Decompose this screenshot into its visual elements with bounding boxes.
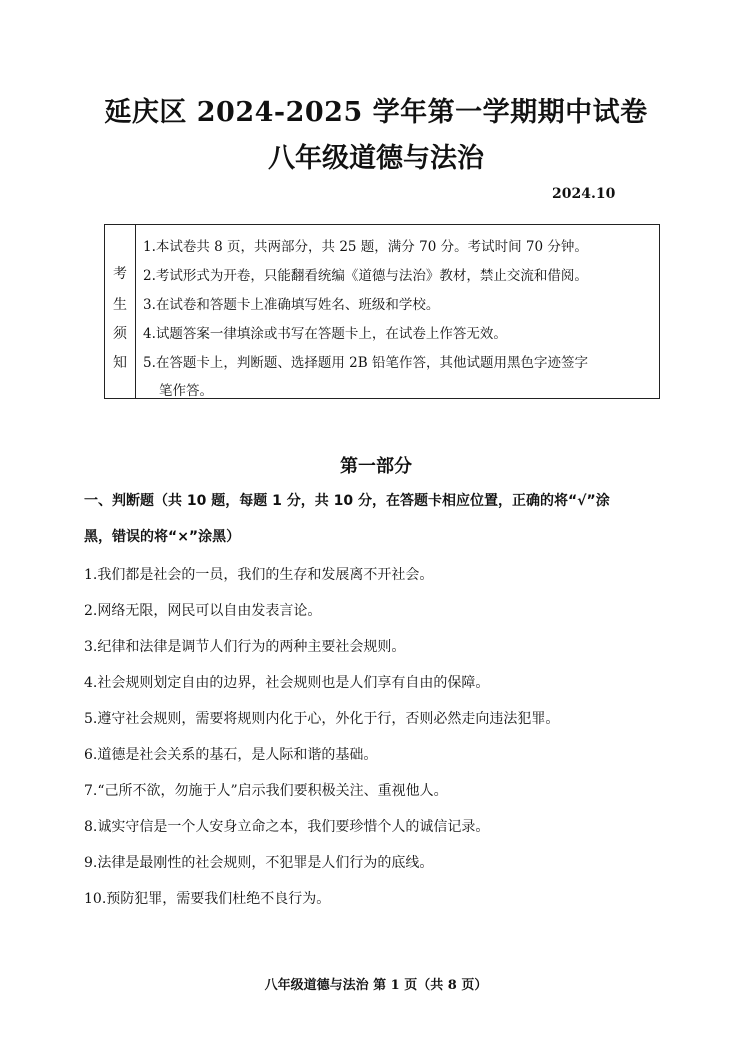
part-title: 第一部分 xyxy=(340,456,412,477)
question-item: 1.我们都是社会的一员，我们的生存和发展离不开社会。 xyxy=(84,567,434,583)
question-item: 2.网络无限，网民可以自由发表言论。 xyxy=(84,603,322,619)
exam-date: 2024.10 xyxy=(552,186,616,202)
question-item: 3.纪律和法律是调节人们行为的两种主要社会规则。 xyxy=(84,639,406,655)
question-item: 9.法律是最刚性的社会规则，不犯罪是人们行为的底线。 xyxy=(84,855,434,871)
notice-label-char: 须 xyxy=(113,326,127,342)
notice-item: 2.考试形式为开卷，只能翻看统编《道德与法治》教材，禁止交流和借阅。 xyxy=(143,268,588,284)
notice-item: 5.在答题卡上，判断题、选择题用 2B 铅笔作答，其他试题用黑色字迹签字 xyxy=(143,355,588,371)
question-item: 4.社会规则划定自由的边界，社会规则也是人们享有自由的保障。 xyxy=(84,675,490,691)
question-item: 6.道德是社会关系的基石，是人际和谐的基础。 xyxy=(84,747,378,763)
question-item: 8.诚实守信是一个人安身立命之本，我们要珍惜个人的诚信记录。 xyxy=(84,819,490,835)
notice-label-column xyxy=(105,225,136,398)
notice-label-char: 知 xyxy=(113,355,127,371)
notice-item-continuation: 笔作答。 xyxy=(159,383,213,399)
section-heading: 一、判断题（共 10 题，每题 1 分，共 10 分，在答题卡相应位置，正确的将“√”涂 xyxy=(84,493,610,509)
section-heading-continuation: 黑，错误的将“×”涂黑） xyxy=(84,529,241,545)
notice-item: 4.试题答案一律填涂或书写在答题卡上，在试卷上作答无效。 xyxy=(143,326,507,342)
exam-notice-box xyxy=(104,224,660,399)
notice-label-char: 考 xyxy=(113,266,127,282)
notice-label-char: 生 xyxy=(113,297,127,313)
notice-item: 1.本试卷共 8 页，共两部分，共 25 题，满分 70 分。考试时间 70 分钟。 xyxy=(143,239,588,255)
question-item: 7.“己所不欲，勿施于人”启示我们要积极关注、重视他人。 xyxy=(84,783,448,799)
page-footer: 八年级道德与法治 第 1 页（共 8 页） xyxy=(264,978,488,993)
question-item: 10.预防犯罪，需要我们杜绝不良行为。 xyxy=(84,891,331,907)
notice-item: 3.在试卷和答题卡上准确填写姓名、班级和学校。 xyxy=(143,297,440,313)
subject-title: 八年级道德与法治 xyxy=(268,143,484,174)
exam-title: 延庆区 2024-2025 学年第一学期期中试卷 xyxy=(104,97,648,128)
question-item: 5.遵守社会规则，需要将规则内化于心，外化于行，否则必然走向违法犯罪。 xyxy=(84,711,560,727)
